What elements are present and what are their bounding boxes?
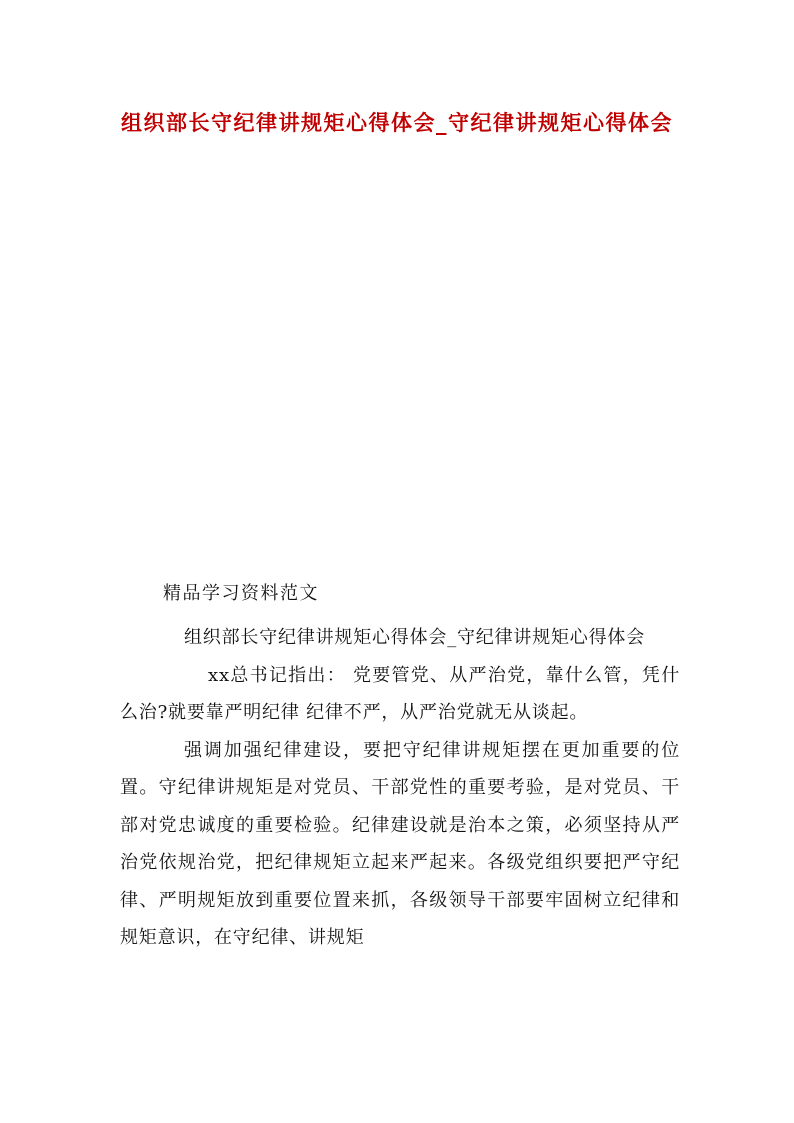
section-label: 精品学习资料范文 <box>163 583 319 604</box>
document-body <box>120 619 680 957</box>
document-title: 组织部长守纪律讲规矩心得体会_守纪律讲规矩心得体会 <box>121 111 673 135</box>
body-paragraph-quote: xx总书记指出： 党要管党、从严治党，靠什么管，凭什么治?就要靠严明纪律 纪律不严，从严治党就无从谈起。 <box>120 664 680 723</box>
body-subtitle-paragraph: 组织部长守纪律讲规矩心得体会_守纪律讲规矩心得体会 <box>184 627 645 648</box>
body-paragraph-main: 强调加强纪律建设，要把守纪律讲规矩摆在更加重要的位置。守纪律讲规矩是对党员、干部党性的重要考验，是对党员、干部对党忠诚度的重要检验。纪律建设就是治本之策，必须坚持从严治党依规治党，把纪律规矩立起来严起来。各级党组织要把严守纪律、严明规矩放到重要位置来抓，各级领导干部要牢固树立纪律和规矩意识，在守纪律、讲规矩 <box>120 739 680 948</box>
